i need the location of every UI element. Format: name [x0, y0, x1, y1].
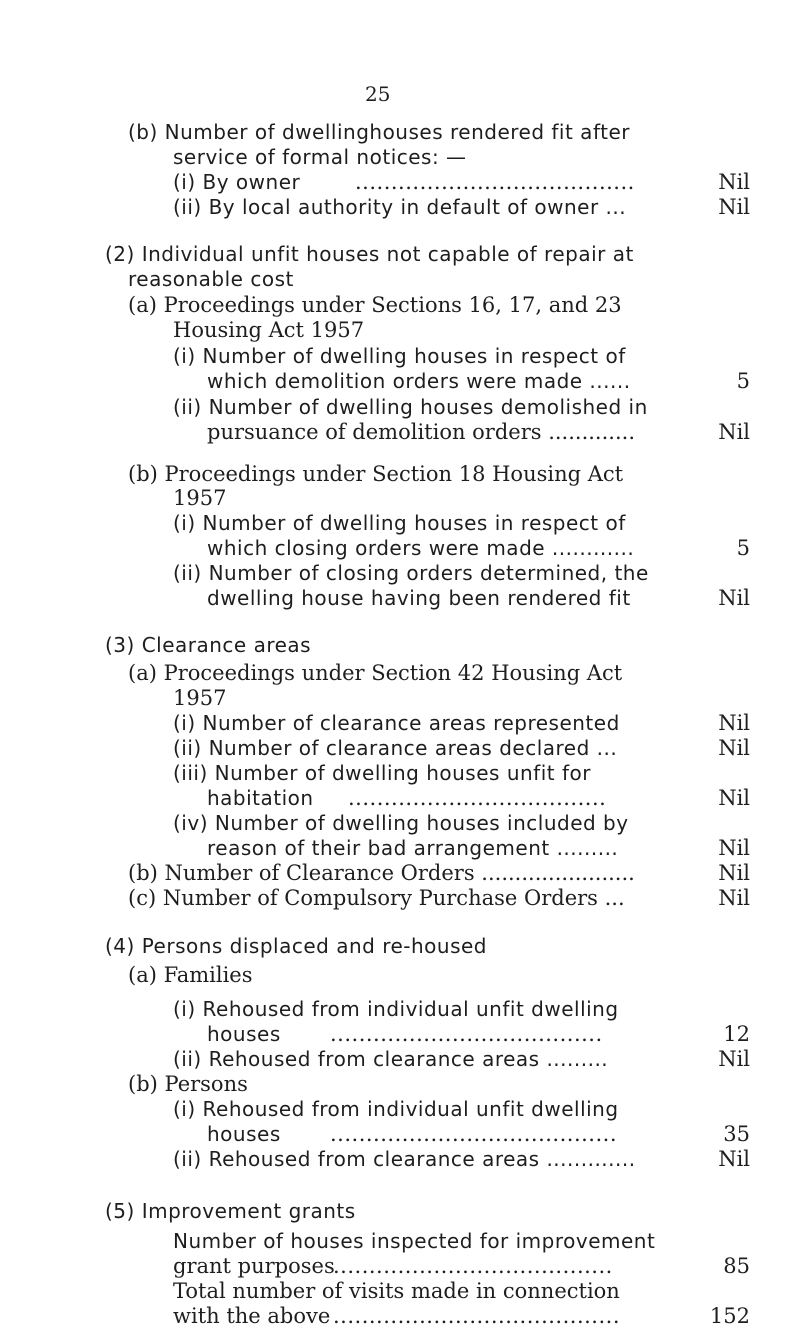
section-4b-ii-value: Nil: [718, 1147, 750, 1171]
section-4a-i-label: (i) Rehoused from individual unfit dwelling: [173, 997, 619, 1021]
section-5-heading: (5) Improvement grants: [105, 1199, 356, 1223]
section-2a-ii-value: Nil: [718, 420, 750, 444]
section-4a-ii-label: (ii) Rehoused from clearance areas .........: [173, 1047, 609, 1071]
section-5-visits-label: Total number of visits made in connection: [173, 1279, 620, 1303]
section-1b-heading-cont: service of formal notices: —: [173, 145, 467, 169]
section-2b-i-value: 5: [736, 536, 750, 560]
section-4b-i-value: 35: [723, 1122, 750, 1146]
section-5-inspected-dots: .......................................: [333, 1254, 613, 1278]
section-4a-heading: (a) Families: [128, 963, 253, 987]
section-4b-ii-label: (ii) Rehoused from clearance areas .............: [173, 1147, 636, 1171]
section-4b-i-cont: houses: [207, 1122, 281, 1146]
section-3a-iv-cont: reason of their bad arrangement .........: [207, 836, 619, 860]
section-2b-ii-cont: dwelling house having been rendered fit: [207, 586, 631, 610]
section-1b-heading: (b) Number of dwellinghouses rendered fit after: [128, 120, 630, 144]
section-2b-i-cont: which closing orders were made ............: [207, 536, 635, 560]
section-1b-ii-value: Nil: [718, 195, 750, 219]
section-2-heading: (2) Individual unfit houses not capable of repair at: [105, 242, 634, 266]
section-2b-heading: (b) Proceedings under Section 18 Housing Act: [128, 462, 624, 486]
section-3-heading: (3) Clearance areas: [105, 633, 312, 657]
section-3a-i-label: (i) Number of clearance areas represented: [173, 711, 620, 735]
section-3a-ii-value: Nil: [718, 736, 750, 760]
section-3b-label: (b) Number of Clearance Orders .......................: [128, 861, 635, 885]
section-1b-ii-label: (ii) By local authority in default of owner ...: [173, 195, 627, 219]
section-5-visits-cont: with the above: [173, 1304, 331, 1328]
section-2-heading-cont: reasonable cost: [128, 267, 294, 291]
section-3a-heading-cont: 1957: [173, 686, 227, 710]
section-2a-ii-label: (ii) Number of dwelling houses demolished in: [173, 395, 648, 419]
section-2b-i-label: (i) Number of dwelling houses in respect of: [173, 511, 626, 535]
section-3a-iii-dots: ....................................: [348, 786, 607, 810]
section-3a-iii-cont: habitation: [207, 786, 314, 810]
section-5-visits-value: 152: [709, 1304, 750, 1328]
section-3a-iv-label: (iv) Number of dwelling houses included by: [173, 811, 629, 835]
section-3a-iii-label: (iii) Number of dwelling houses unfit for: [173, 761, 591, 785]
section-2b-ii-label: (ii) Number of closing orders determined, the: [173, 561, 649, 585]
section-2a-i-label: (i) Number of dwelling houses in respect of: [173, 344, 626, 368]
section-3a-iii-value: Nil: [718, 786, 750, 810]
section-2a-i-cont: which demolition orders were made ......: [207, 369, 631, 393]
section-4a-i-value: 12: [723, 1022, 750, 1046]
page-number: 25: [365, 82, 391, 106]
section-4a-i-dots: ......................................: [330, 1022, 603, 1046]
section-1b-i-dots: .......................................: [355, 170, 635, 194]
section-5-visits-dots: ........................................: [333, 1304, 621, 1328]
section-2a-heading: (a) Proceedings under Sections 16, 17, and 23: [128, 293, 622, 317]
section-1b-i-value: Nil: [718, 170, 750, 194]
section-3a-i-value: Nil: [718, 711, 750, 735]
section-4-heading: (4) Persons displaced and re-housed: [105, 934, 488, 958]
section-5-inspected-cont: grant purposes: [173, 1254, 335, 1278]
section-2a-heading-cont: Housing Act 1957: [173, 318, 365, 342]
section-4a-ii-value: Nil: [718, 1047, 750, 1071]
section-2b-heading-cont: 1957: [173, 486, 227, 510]
section-5-inspected-value: 85: [723, 1254, 750, 1278]
section-3b-value: Nil: [718, 861, 750, 885]
section-5-inspected-label: Number of houses inspected for improvement: [173, 1229, 656, 1253]
section-4b-i-label: (i) Rehoused from individual unfit dwelling: [173, 1097, 619, 1121]
section-4a-i-cont: houses: [207, 1022, 281, 1046]
section-3c-label: (c) Number of Compulsory Purchase Orders ...: [128, 886, 625, 910]
section-4b-i-dots: ........................................: [330, 1122, 618, 1146]
section-2a-ii-cont: pursuance of demolition orders .............: [207, 420, 635, 444]
section-3a-ii-label: (ii) Number of clearance areas declared ...: [173, 736, 618, 760]
section-2b-ii-value: Nil: [718, 586, 750, 610]
section-1b-i-label: (i) By owner: [173, 170, 301, 194]
section-3a-heading: (a) Proceedings under Section 42 Housing Act: [128, 661, 623, 685]
section-3a-iv-value: Nil: [718, 836, 750, 860]
section-4b-heading: (b) Persons: [128, 1072, 248, 1096]
section-3c-value: Nil: [718, 886, 750, 910]
section-2a-i-value: 5: [736, 369, 750, 393]
